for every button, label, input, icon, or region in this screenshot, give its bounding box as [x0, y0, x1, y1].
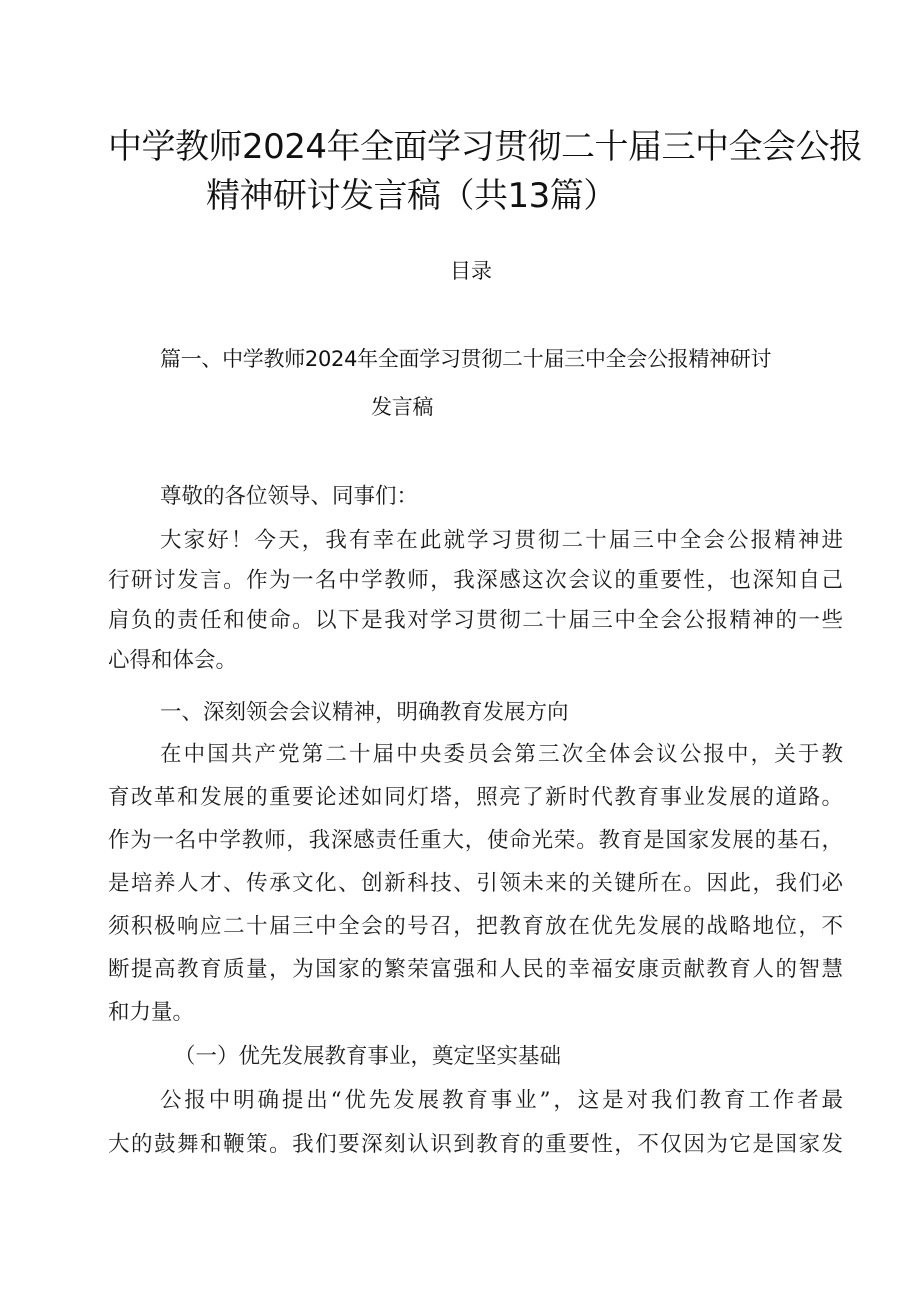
salutation: 尊敬的各位领导、同事们：	[160, 484, 419, 509]
paragraph-3-line-1-text: 公报中明确提出“优先发展教育事业”，这是对我们教育工作者最	[160, 1088, 843, 1113]
paragraph-2-line-3-text: 作为一名中学教师，我深感责任重大，使命光荣。教育是国家发展的基石，	[108, 828, 843, 853]
paragraph-2-line-7: 和力量。	[108, 1000, 195, 1025]
toc-entry-1-line-1[interactable]: 篇一、中学教师2024年全面学习贯彻二十届三中全会公报精神研讨	[160, 347, 772, 371]
paragraph-1-line-1-text: 大家好！今天，我有幸在此就学习贯彻二十届三中全会公报精神进	[160, 528, 843, 553]
paragraph-3-line-1	[160, 1086, 843, 1116]
paragraph-2-line-2-text: 育改革和发展的重要论述如同灯塔，照亮了新时代教育事业发展的道路。	[108, 785, 843, 810]
paragraph-2-line-2	[108, 783, 843, 813]
paragraph-1-line-3-text: 肩负的责任和使命。以下是我对学习贯彻二十届三中全会公报精神的一些	[108, 608, 843, 633]
document-title-line-1: 中学教师2024年全面学习贯彻二十届三中全会公报	[108, 127, 863, 167]
paragraph-1-line-1	[160, 526, 843, 556]
document-title-line-2: 精神研讨发言稿（共13篇）	[206, 176, 617, 216]
paragraph-2-line-5-text: 须积极响应二十届三中全会的号召，把教育放在优先发展的战略地位，不	[108, 914, 843, 939]
paragraph-2-line-6-text: 断提高教育质量，为国家的繁荣富强和人民的幸福安康贡献教育人的智慧	[108, 957, 843, 982]
paragraph-2-line-4	[108, 869, 843, 899]
toc-entry-1-line-2[interactable]: 发言稿	[371, 395, 434, 419]
paragraph-2-line-6	[108, 955, 843, 985]
paragraph-1-line-4: 心得和体会。	[108, 648, 238, 673]
paragraph-2-line-3	[108, 826, 843, 856]
toc-heading: 目录	[450, 259, 492, 283]
paragraph-2-line-5	[108, 912, 843, 942]
paragraph-3-line-2	[108, 1130, 843, 1160]
paragraph-2-line-1	[160, 740, 843, 770]
paragraph-3-line-2-text: 大的鼓舞和鞭策。我们要深刻认识到教育的重要性，不仅因为它是国家发	[108, 1132, 843, 1157]
paragraph-1-line-2	[108, 566, 843, 596]
section-1-heading: 一、深刻领会会议精神，明确教育发展方向	[160, 700, 569, 725]
paragraph-2-line-4-text: 是培养人才、传承文化、创新科技、引领未来的关键所在。因此，我们必	[108, 871, 843, 896]
paragraph-1-line-2-text: 行研讨发言。作为一名中学教师，我深感这次会议的重要性，也深知自己	[108, 568, 843, 593]
subsection-1-heading: （一）优先发展教育事业，奠定坚实基础	[174, 1044, 562, 1069]
paragraph-1-line-3	[108, 606, 843, 636]
paragraph-2-line-1-text: 在中国共产党第二十届中央委员会第三次全体会议公报中，关于教	[160, 742, 843, 767]
